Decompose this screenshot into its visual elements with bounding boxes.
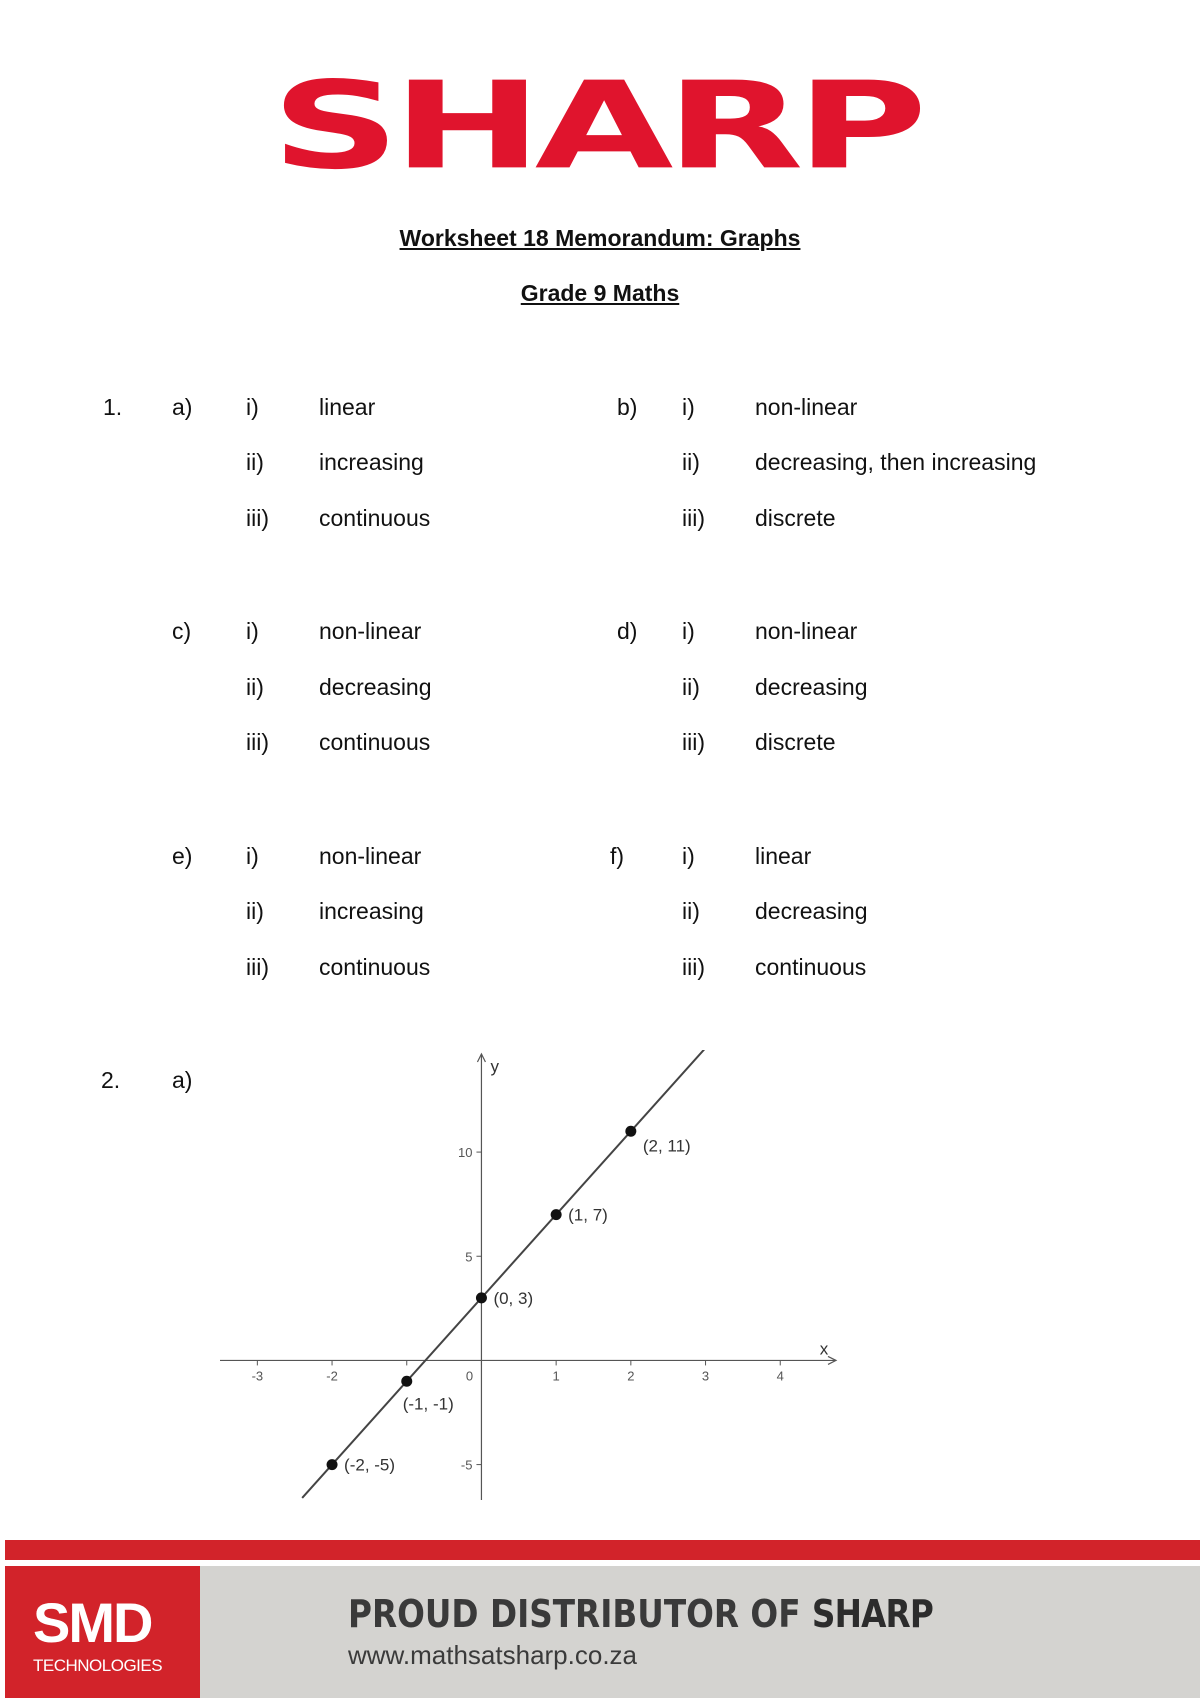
part-b-answer-3: discrete xyxy=(755,505,836,531)
x-tick-label: 0 xyxy=(465,1368,474,1384)
question-2-number: 2. xyxy=(101,1067,121,1093)
part-c-roman-1: i) xyxy=(246,618,259,644)
x-tick-label: 1 xyxy=(552,1368,560,1384)
x-axis-label: x xyxy=(819,1339,829,1359)
worksheet-title: Worksheet 18 Memorandum: Graphs xyxy=(399,225,801,251)
y-axis-label: y xyxy=(490,1057,499,1076)
footer-brand-name: SHARP xyxy=(811,1592,933,1636)
part-f-answer-3: continuous xyxy=(755,954,867,980)
part-c-answer-3: continuous xyxy=(319,729,431,755)
part-d-roman-1: i) xyxy=(682,618,695,644)
x-tick-label: 2 xyxy=(627,1368,635,1384)
x-tick-label: -2 xyxy=(326,1368,338,1384)
data-point xyxy=(551,1209,562,1220)
data-point-label: (0, 3) xyxy=(493,1288,534,1308)
part-a-label: a) xyxy=(172,394,193,420)
part-e-answer-1: non-linear xyxy=(319,843,422,869)
part-b-roman-1: i) xyxy=(682,394,695,420)
question-2-part-a-label: a) xyxy=(172,1067,193,1093)
sharp-logo-text: SHARP xyxy=(270,56,920,197)
part-b-answer-1: non-linear xyxy=(755,394,858,420)
part-a-answer-1: linear xyxy=(319,394,376,420)
part-e-roman-1: i) xyxy=(246,843,259,869)
data-point xyxy=(476,1292,487,1303)
x-tick-label: -3 xyxy=(251,1368,264,1384)
part-d-answer-1: non-linear xyxy=(755,618,858,644)
data-point-label: (-2, -5) xyxy=(344,1455,396,1475)
graph-line xyxy=(302,1050,705,1498)
part-b-label: b) xyxy=(617,394,638,420)
linear-graph xyxy=(220,1050,840,1500)
data-point xyxy=(401,1376,412,1387)
part-b-roman-2: ii) xyxy=(682,449,700,475)
part-f-roman-1: i) xyxy=(682,843,695,869)
part-f-label: f) xyxy=(610,843,625,869)
part-a-answer-3: continuous xyxy=(319,505,431,531)
part-c-answer-2: decreasing xyxy=(319,674,432,700)
part-e-roman-3: iii) xyxy=(246,954,269,980)
sharp-logo xyxy=(200,56,990,197)
part-e-roman-2: ii) xyxy=(246,898,264,924)
question-1-number: 1. xyxy=(103,394,123,420)
y-tick-label: -5 xyxy=(460,1457,473,1473)
part-c-label: c) xyxy=(172,618,192,644)
part-f-roman-2: ii) xyxy=(682,898,700,924)
part-c-roman-2: ii) xyxy=(246,674,264,700)
part-a-roman-2: ii) xyxy=(246,449,264,475)
data-point xyxy=(327,1459,338,1470)
x-tick-label: 3 xyxy=(701,1368,710,1384)
part-a-answer-2: increasing xyxy=(319,449,424,475)
y-tick-label: 10 xyxy=(457,1145,473,1161)
part-c-roman-3: iii) xyxy=(246,729,269,755)
part-a-roman-3: iii) xyxy=(246,505,269,531)
part-e-label: e) xyxy=(172,843,193,869)
smd-logo-text: SMD xyxy=(33,1591,152,1654)
website-url[interactable]: www.mathsatsharp.co.za xyxy=(348,1640,638,1670)
footer-red-strip xyxy=(5,1540,1200,1560)
part-d-answer-3: discrete xyxy=(755,729,836,755)
x-tick-label: 4 xyxy=(776,1368,784,1384)
part-f-answer-2: decreasing xyxy=(755,898,868,924)
part-f-roman-3: iii) xyxy=(682,954,705,980)
smd-logo-subtext: TECHNOLOGIES xyxy=(33,1656,163,1675)
part-d-label: d) xyxy=(617,618,638,644)
data-point-label: (1, 7) xyxy=(568,1205,608,1225)
part-a-roman-1: i) xyxy=(246,394,259,420)
part-e-answer-3: continuous xyxy=(319,954,431,980)
part-c-answer-1: non-linear xyxy=(319,618,422,644)
part-d-roman-3: iii) xyxy=(682,729,705,755)
part-d-roman-2: ii) xyxy=(682,674,700,700)
distributor-text: PROUD DISTRIBUTOR OF xyxy=(348,1592,801,1636)
part-b-answer-2: decreasing, then increasing xyxy=(755,449,1037,475)
data-point xyxy=(625,1126,636,1137)
grade-subtitle: Grade 9 Maths xyxy=(520,280,680,306)
part-d-answer-2: decreasing xyxy=(755,674,868,700)
part-e-answer-2: increasing xyxy=(319,898,424,924)
data-point-label: (-1, -1) xyxy=(402,1394,454,1414)
part-f-answer-1: linear xyxy=(755,843,812,869)
part-b-roman-3: iii) xyxy=(682,505,705,531)
data-point-label: (2, 11) xyxy=(642,1136,691,1156)
distributor-tagline xyxy=(348,1592,933,1636)
y-tick-label: 5 xyxy=(465,1249,473,1265)
smd-logo xyxy=(5,1566,200,1698)
